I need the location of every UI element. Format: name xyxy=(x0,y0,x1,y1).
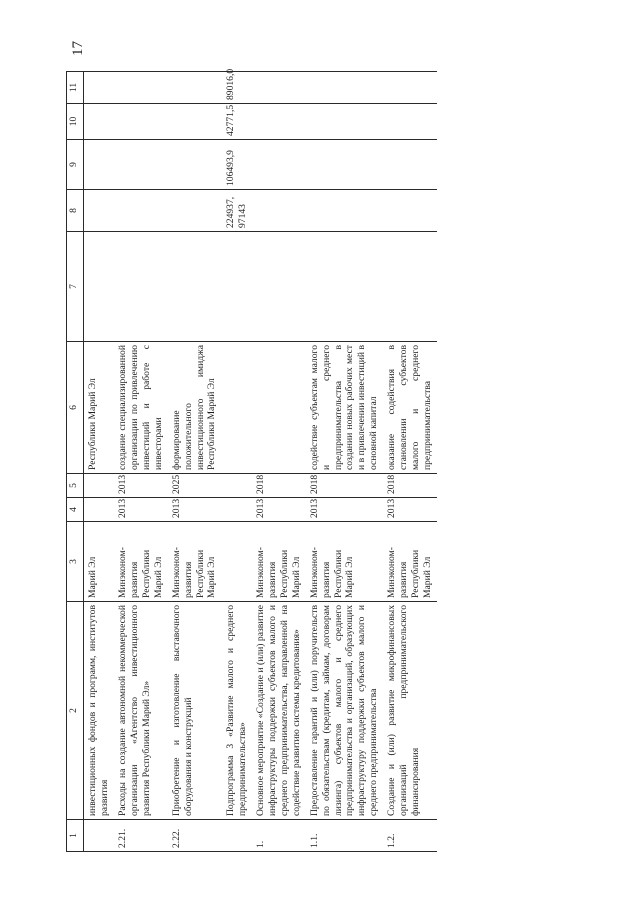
cell-end: 2018 xyxy=(252,474,306,498)
cell-c7 xyxy=(114,232,168,342)
cell-c11 xyxy=(84,72,115,104)
column-header: 10 xyxy=(67,104,84,140)
cell-c7 xyxy=(168,232,222,342)
cell-c9 xyxy=(114,140,168,190)
cell-start: 2013 xyxy=(383,498,437,522)
header-row xyxy=(67,72,84,852)
cell-name: Предоставление гарантий и (или) поручительств по обязательствам (кредитам, займам, договорам лизинга) субъектов малого и среднего предпринимательства и организаций, образующих инфраструктуру поддержки субъектов малого и среднего предпринимательства xyxy=(306,602,383,820)
cell-executor: Минэконом-развития Республики Марий Эл xyxy=(383,522,437,602)
rotated-page xyxy=(66,68,542,852)
cell-name: Основное мероприятие «Создание и (или) развитие инфраструктуры поддержки субъектов малого и среднего предпринимательства, направленной на содействие развитию системы кредитования» xyxy=(252,602,306,820)
cell-result: содействие субъектам малого и среднего предпринимательства в создании новых рабочих мест и в привлечении инвестиций в основной капитал xyxy=(306,342,383,474)
cell-c8 xyxy=(306,190,383,232)
cell-c11 xyxy=(114,72,168,104)
cell-result: Республики Марий Эл xyxy=(84,342,115,474)
column-header: 4 xyxy=(67,498,84,522)
cell-c7 xyxy=(306,232,383,342)
table-row xyxy=(168,72,222,852)
cell-num: 2.21. xyxy=(114,820,168,852)
cell-c11: 89016,0 xyxy=(222,72,252,104)
column-header: 6 xyxy=(67,342,84,474)
cell-num: 2.22. xyxy=(168,820,222,852)
cell-c8 xyxy=(252,190,306,232)
column-header: 5 xyxy=(67,474,84,498)
column-header: 2 xyxy=(67,602,84,820)
cell-num: 1.1. xyxy=(306,820,383,852)
cell-end xyxy=(222,474,252,498)
cell-num: 1. xyxy=(252,820,306,852)
cell-c8 xyxy=(114,190,168,232)
cell-c10 xyxy=(383,104,437,140)
column-header: 11 xyxy=(67,72,84,104)
cell-start xyxy=(222,498,252,522)
table-row xyxy=(84,72,115,852)
cell-end xyxy=(84,474,115,498)
cell-c7 xyxy=(222,232,252,342)
column-header: 1 xyxy=(67,820,84,852)
cell-end: 2013 xyxy=(114,474,168,498)
cell-start: 2013 xyxy=(306,498,383,522)
cell-c7 xyxy=(84,232,115,342)
cell-c7 xyxy=(383,232,437,342)
cell-c10 xyxy=(84,104,115,140)
cell-c11 xyxy=(306,72,383,104)
cell-name: Приобретение и изготовление выставочного оборудования и конструкций xyxy=(168,602,222,820)
cell-c11 xyxy=(383,72,437,104)
page-number: 17 xyxy=(70,41,86,56)
cell-c10: 42771,5 xyxy=(222,104,252,140)
cell-num: 1.2. xyxy=(383,820,437,852)
column-header: 9 xyxy=(67,140,84,190)
table-row xyxy=(306,72,383,852)
cell-c10 xyxy=(114,104,168,140)
cell-num xyxy=(222,820,252,852)
table-row xyxy=(252,72,306,852)
cell-c9 xyxy=(252,140,306,190)
cell-c9 xyxy=(383,140,437,190)
cell-end: 2018 xyxy=(383,474,437,498)
cell-start: 2013 xyxy=(114,498,168,522)
cell-c11 xyxy=(168,72,222,104)
cell-executor: Минэконом-развития Республики Марий Эл xyxy=(114,522,168,602)
cell-c8: 224937, 97143 xyxy=(222,190,252,232)
cell-start: 2013 xyxy=(252,498,306,522)
cell-num xyxy=(84,820,115,852)
cell-start xyxy=(84,498,115,522)
cell-name: Подпрограмма 3 «Развитие малого и среднего предпринимательства» xyxy=(222,602,252,820)
table-row xyxy=(114,72,168,852)
column-header: 7 xyxy=(67,232,84,342)
program-table xyxy=(66,68,437,852)
cell-start: 2013 xyxy=(168,498,222,522)
column-header: 8 xyxy=(67,190,84,232)
subprogram-row xyxy=(222,72,252,852)
cell-executor: Марий Эл xyxy=(84,522,115,602)
cell-executor: Минэконом-развития Республики Марий Эл xyxy=(168,522,222,602)
cell-c8 xyxy=(383,190,437,232)
cell-name: Расходы на создание автономной некоммерческой организации «Агентство инвестиционного развития Республики Марий Эл» xyxy=(114,602,168,820)
cell-end: 2025 xyxy=(168,474,222,498)
cell-c8 xyxy=(84,190,115,232)
cell-c10 xyxy=(252,104,306,140)
table-row xyxy=(383,72,437,852)
cell-c7 xyxy=(252,232,306,342)
cell-c9 xyxy=(306,140,383,190)
cell-name: инвестиционных фондов и программ, институтов развития xyxy=(84,602,115,820)
cell-c10 xyxy=(306,104,383,140)
cell-result: создание специализированной организации по привлечению инвестиций и работе с инвесторами xyxy=(114,342,168,474)
cell-name: Создание и (или) развитие микрофинансовых организаций предпринимательского финансирования xyxy=(383,602,437,820)
cell-end: 2018 xyxy=(306,474,383,498)
cell-c8 xyxy=(168,190,222,232)
column-header: 3 xyxy=(67,522,84,602)
cell-executor: Минэконом-развития Республики Марий Эл xyxy=(306,522,383,602)
cell-result xyxy=(222,342,252,474)
cell-result xyxy=(252,342,306,474)
cell-result: формирование положительного инвестиционного имиджа Республики Марий Эл xyxy=(168,342,222,474)
cell-executor: Минэконом-развития Республики Марий Эл xyxy=(252,522,306,602)
cell-c9 xyxy=(168,140,222,190)
cell-c9: 106493,9 xyxy=(222,140,252,190)
cell-c10 xyxy=(168,104,222,140)
cell-result: оказание содействия в становлении субъектов малого и среднего предпринимательства xyxy=(383,342,437,474)
cell-executor xyxy=(222,522,252,602)
cell-c11 xyxy=(252,72,306,104)
cell-c9 xyxy=(84,140,115,190)
